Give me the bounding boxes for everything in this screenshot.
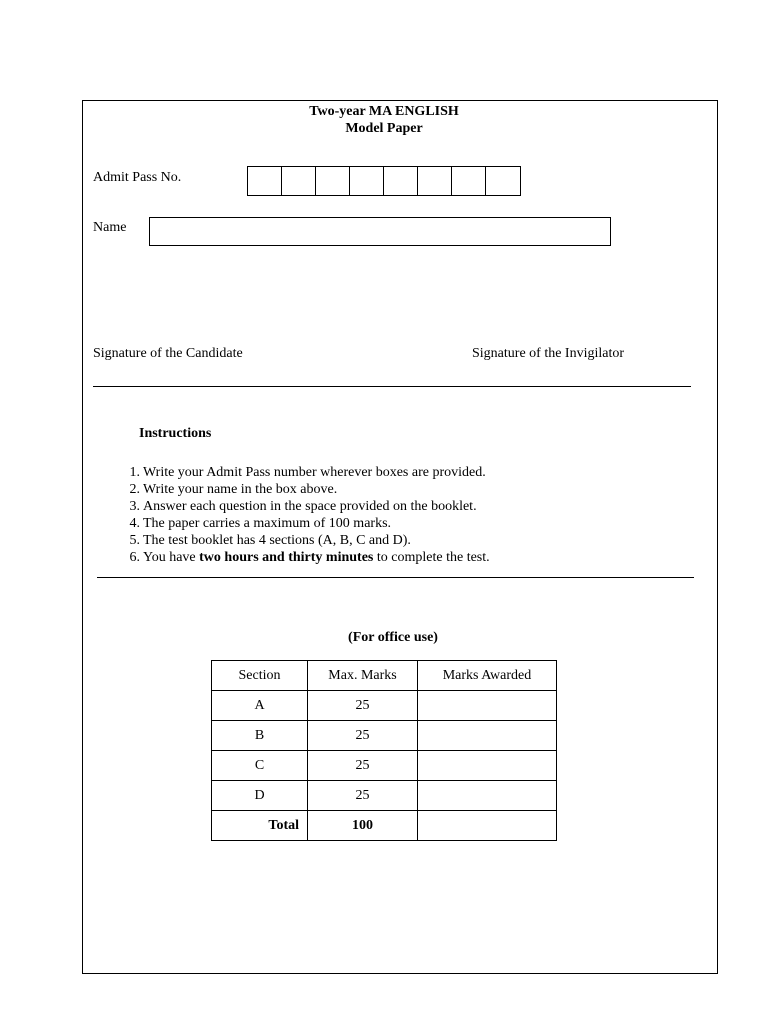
marks-awarded-cell[interactable] bbox=[418, 781, 557, 811]
total-value: 100 bbox=[308, 811, 418, 841]
section-cell: A bbox=[212, 691, 308, 721]
instruction-item: 1. Write your Admit Pass number wherever boxes are provided. bbox=[129, 465, 486, 480]
table-header-row bbox=[212, 661, 557, 691]
admit-pass-digit-box[interactable] bbox=[418, 167, 452, 195]
max-marks-cell: 25 bbox=[308, 781, 418, 811]
instruction-item: 3. Answer each question in the space provided on the booklet. bbox=[129, 499, 477, 514]
admit-pass-digit-box[interactable] bbox=[316, 167, 350, 195]
max-marks-cell: 25 bbox=[308, 751, 418, 781]
table-row bbox=[212, 721, 557, 751]
instructions-list bbox=[110, 464, 490, 566]
instruction-emphasis: two hours and thirty minutes bbox=[199, 550, 374, 565]
section-cell: C bbox=[212, 751, 308, 781]
instruction-item: 2. Write your name in the box above. bbox=[129, 482, 338, 497]
office-use-heading: (For office use) bbox=[348, 630, 438, 645]
admit-pass-boxes[interactable] bbox=[247, 166, 521, 196]
max-marks-cell: 25 bbox=[308, 691, 418, 721]
table-row bbox=[212, 751, 557, 781]
instruction-item: 5. The test booklet has 4 sections (A, B, C and D). bbox=[129, 533, 411, 548]
total-label: Total bbox=[212, 811, 308, 841]
table-total-row bbox=[212, 811, 557, 841]
column-header-section: Section bbox=[212, 661, 308, 691]
section-cell: B bbox=[212, 721, 308, 751]
admit-pass-digit-box[interactable] bbox=[486, 167, 520, 195]
page-subtitle: Model Paper bbox=[345, 121, 423, 136]
table-row bbox=[212, 781, 557, 811]
column-header-marks-awarded: Marks Awarded bbox=[418, 661, 557, 691]
marks-awarded-cell[interactable] bbox=[418, 691, 557, 721]
total-awarded-cell[interactable] bbox=[418, 811, 557, 841]
admit-pass-digit-box[interactable] bbox=[452, 167, 486, 195]
signature-candidate-label: Signature of the Candidate bbox=[93, 346, 243, 361]
admit-pass-label: Admit Pass No. bbox=[93, 170, 182, 185]
column-header-max-marks: Max. Marks bbox=[308, 661, 418, 691]
admit-pass-digit-box[interactable] bbox=[248, 167, 282, 195]
divider bbox=[93, 386, 691, 387]
page-title: Two-year MA ENGLISH bbox=[309, 104, 459, 119]
max-marks-cell: 25 bbox=[308, 721, 418, 751]
instructions-heading: Instructions bbox=[139, 426, 212, 441]
admit-pass-digit-box[interactable] bbox=[350, 167, 384, 195]
table-row bbox=[212, 691, 557, 721]
marks-awarded-cell[interactable] bbox=[418, 751, 557, 781]
signature-invigilator-label: Signature of the Invigilator bbox=[472, 346, 625, 361]
instruction-item: 6. You have two hours and thirty minutes to complete the test. bbox=[129, 550, 490, 565]
section-cell: D bbox=[212, 781, 308, 811]
marks-table bbox=[211, 660, 557, 841]
admit-pass-digit-box[interactable] bbox=[282, 167, 316, 195]
admit-pass-digit-box[interactable] bbox=[384, 167, 418, 195]
name-label: Name bbox=[93, 220, 127, 235]
marks-awarded-cell[interactable] bbox=[418, 721, 557, 751]
instruction-item: 4. The paper carries a maximum of 100 marks. bbox=[129, 516, 392, 531]
divider bbox=[97, 577, 694, 578]
name-field[interactable] bbox=[149, 217, 611, 246]
